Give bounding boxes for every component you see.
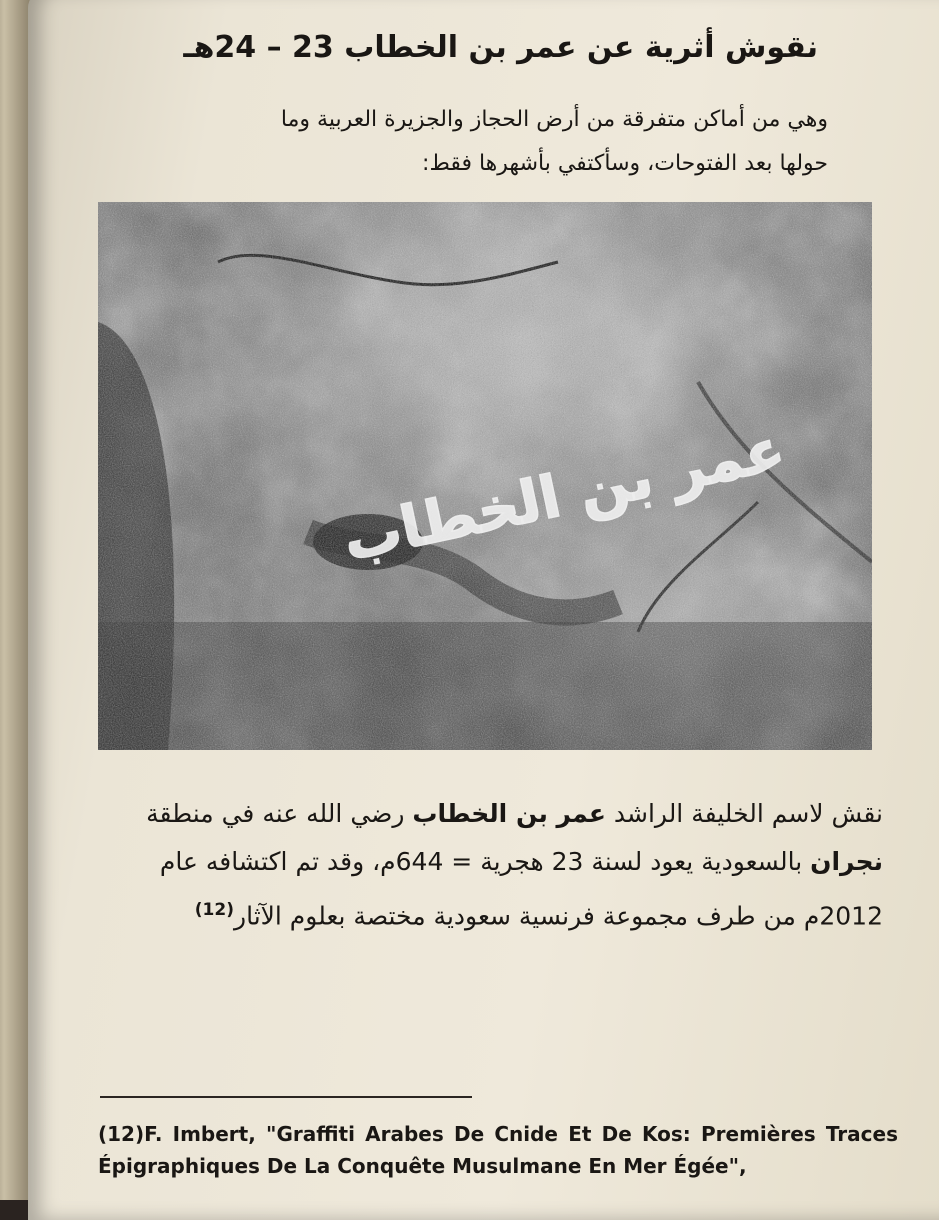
page-title: نقوش أثرية عن عمر بن الخطاب 23 – 24هـ [183,30,818,65]
intro-line-2: حولها بعد الفتوحات، وسأكتفي بأشهرها فقط: [422,151,828,176]
footnote-reference: (12) [194,900,234,920]
intro-line-1: وهي من أماكن متفرقة من أرض الحجاز والجزيرة العربية وما [280,107,828,132]
caption-place: نجران [810,847,883,876]
photo-caption [83,790,883,940]
caption-text-2: رضي الله عنه في منطقة [146,799,413,828]
rock-photo-illustration [98,202,872,750]
intro-paragraph [68,98,828,186]
footnote-divider [100,1096,472,1098]
caption-name: عمر بن الخطاب [412,799,606,828]
caption-text-3: بالسعودية يعود لسنة 23 هجرية = 644م، وقد تم اكتشافه عام 2012م من طرف مجموعة فرنسية سعودية مختصة بعلوم الآثار [159,847,883,931]
footnote-number: (12) [98,1122,145,1146]
caption-text-1: نقش لاسم الخليفة الراشد [605,799,883,828]
inscription-photo [98,202,872,750]
svg-text:عمر بن الخطاب: عمر بن الخطاب [337,414,791,575]
footnote-text: F. Imbert, "Graffiti Arabes De Cnide Et De Kos: Premières Traces Épigraphiques De La Conquête Musulmane En Mer Égée", [98,1122,898,1178]
book-page [28,0,939,1220]
footnote [98,1118,898,1182]
